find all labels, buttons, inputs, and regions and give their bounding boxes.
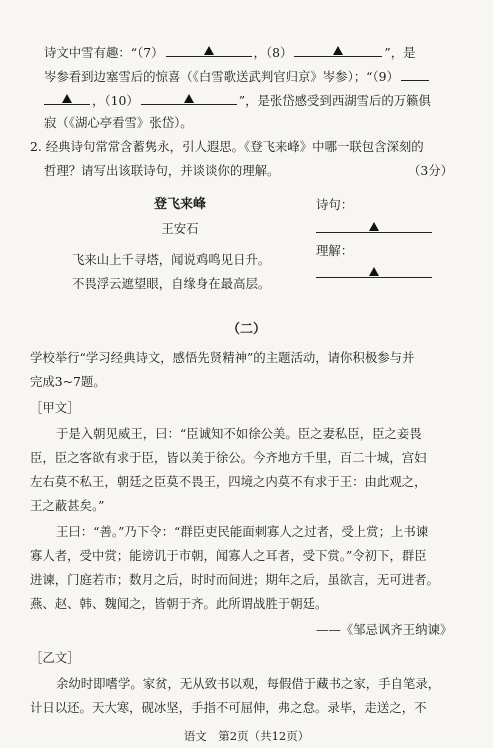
- passage-line: 于是入朝见威王，曰：“臣诚知不如徐公美。臣之妻私臣，臣之妾畏: [56, 426, 422, 441]
- text: 岑参看到边塞雪后的惊喜（《白雪歌送武判官归京》岑参）；“（9）: [44, 69, 399, 84]
- question-line-1: [44, 43, 416, 61]
- poem-title: 登飞来峰: [153, 197, 206, 212]
- question-2-line-2: 哲理？请写出该联诗句，并谈谈你的理解。: [44, 163, 280, 178]
- verse-label: 诗句：: [316, 197, 354, 212]
- page-footer: 语文 第2页（共12页）: [183, 729, 310, 743]
- section-intro-line-1: 学校举行“学习经典诗文，感悟先贤精神”的主题活动，请你积极参与并: [30, 350, 415, 365]
- question-line-2: [44, 67, 429, 85]
- question-2-line-1: [30, 139, 424, 155]
- passage-line: 余幼时即嗜学。家贫，无从致书以观，每假借于藏书之家，手自笔录，: [56, 676, 441, 691]
- blank-marker-icon: [333, 46, 343, 55]
- passage-yi-label: ［乙文］: [30, 650, 80, 665]
- passage-jia-label: ［甲文］: [30, 400, 80, 415]
- passage-source: ——《邹忌讽齐王纳谏》: [316, 622, 453, 637]
- understanding-blank[interactable]: [316, 264, 432, 278]
- passage-line: 王曰：“善。”乃下令：“群臣吏民能面刺寡人之过者，受上赏；上书谏: [56, 524, 429, 539]
- answer-blank-8[interactable]: [294, 43, 382, 57]
- verse-blank[interactable]: [316, 219, 432, 233]
- blank-marker-icon: [204, 46, 214, 55]
- score-label: （3分）: [408, 163, 454, 178]
- passage-line: 寡人者，受中赏；能谤讥于市朝，闻寡人之耳者，受下赏。”令初下，群臣: [30, 548, 427, 563]
- text: ”，是: [384, 45, 416, 60]
- passage-line: 王之蔽甚矣。”: [30, 498, 105, 513]
- text: ，（8）: [253, 45, 293, 60]
- text: ，（10）: [92, 93, 139, 108]
- verse-answer-line[interactable]: [316, 219, 432, 237]
- blank-marker-icon: [184, 94, 194, 103]
- answer-blank-9[interactable]: [44, 91, 90, 105]
- answer-blank-9-start[interactable]: [401, 67, 429, 81]
- text: 经典诗句常常含蓄隽永，引人遐思。《登飞来峰》中哪一联包含深刻的: [45, 139, 424, 154]
- section-intro-line-2: 完成3~7题。: [30, 374, 106, 389]
- passage-line: 燕、赵、韩、魏闻之，皆朝于齐。此所谓战胜于朝廷。: [30, 596, 328, 611]
- poem-author: 王安石: [161, 221, 199, 236]
- passage-line: 臣，臣之客欲有求于臣，皆以美于徐公。今齐地方千里，百二十城，宫妇: [30, 450, 427, 465]
- answer-blank-10[interactable]: [141, 91, 237, 105]
- answer-blank-7[interactable]: [166, 43, 252, 57]
- blank-marker-icon: [369, 267, 379, 276]
- blank-marker-icon: [369, 222, 379, 231]
- passage-line: 计日以还。天大寒，砚冰坚，手指不可屈伸，弗之怠。录毕，走送之，不: [30, 700, 427, 715]
- poem-line-1: 飞来山上千寻塔，闻说鸡鸣见日升。: [72, 252, 271, 267]
- question-number: 2.: [30, 139, 42, 154]
- question-line-3: [44, 91, 431, 109]
- understanding-answer-line[interactable]: [316, 264, 432, 282]
- passage-line: 左右莫不私王，朝廷之臣莫不畏王，四境之内莫不有求于王：由此观之，: [30, 474, 427, 489]
- text: ”，是张岱感受到西湖雪后的万籁俱: [238, 93, 431, 108]
- blank-marker-icon: [62, 94, 72, 103]
- question-line-4: 寂（《湖心亭看雪》张岱）。: [44, 115, 193, 130]
- passage-line: 进谏，门庭若市；数月之后，时时而间进；期年之后，虽欲言，无可进者。: [30, 572, 439, 587]
- text: 诗文中雪有趣：“（7）: [44, 45, 164, 60]
- poem-line-2: 不畏浮云遮望眼，自缘身在最高层。: [72, 276, 271, 291]
- section-heading: （二）: [226, 322, 266, 337]
- understanding-label: 理解：: [316, 243, 354, 258]
